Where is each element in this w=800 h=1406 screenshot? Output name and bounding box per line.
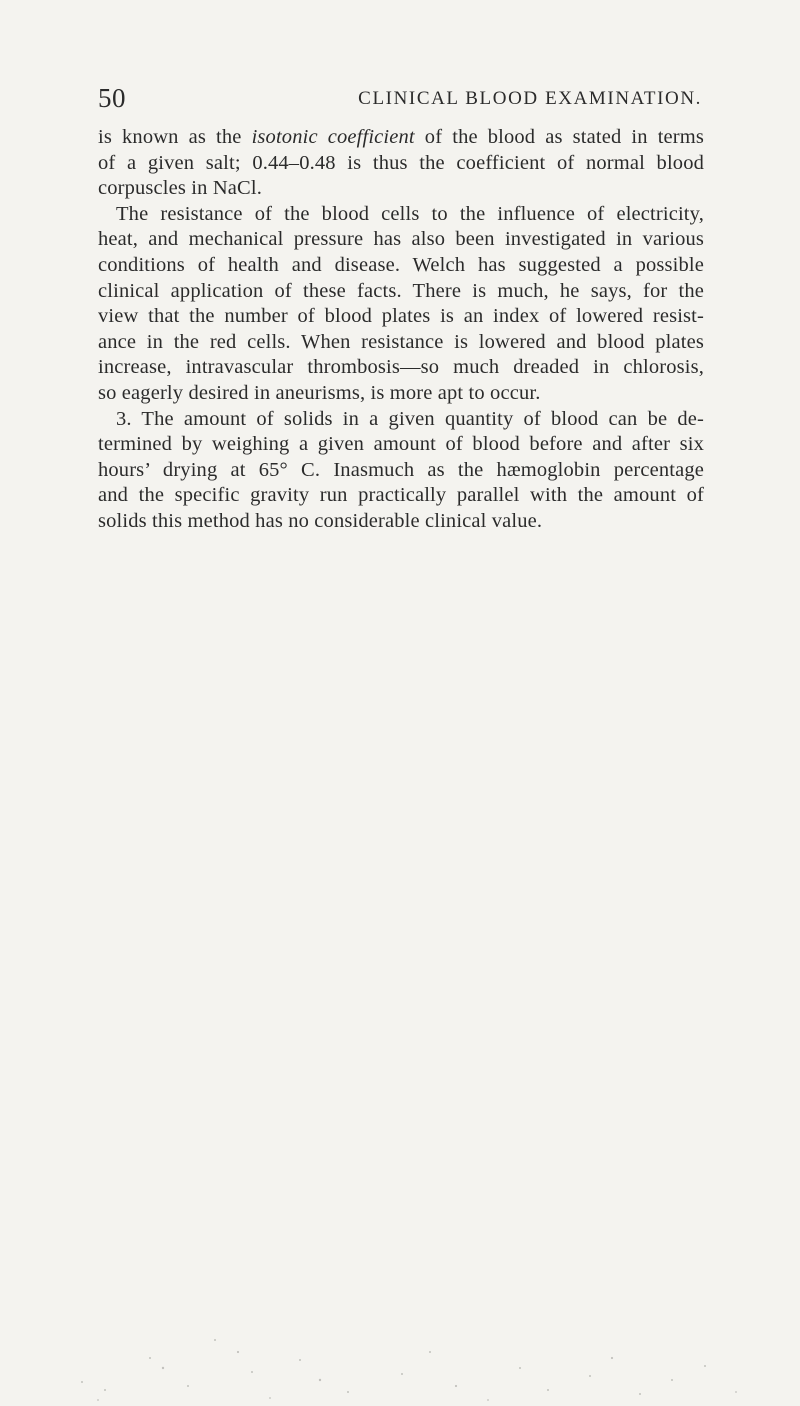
- text-line: solids this method has no considerable clinical value.: [98, 509, 543, 532]
- text-line: so eagerly desired in aneurisms, is more apt to occur.: [98, 381, 541, 404]
- running-head: [98, 82, 702, 118]
- text-line: heat, and mechanical pressure has also been investigated in various: [98, 228, 704, 251]
- text-line: conditions of health and disease. Welch has suggested a possible: [98, 253, 704, 276]
- text-line: [98, 125, 704, 151]
- text-line: ance in the red cells. When resistance is lowered and blood plates: [98, 330, 704, 353]
- paragraph-isotonic-coefficient: [98, 125, 704, 202]
- text-line: and the specific gravity run practically parallel with the amount of: [98, 484, 704, 507]
- page-number: 50: [98, 83, 126, 113]
- text-line: termined by weighing a given amount of blood before and after six: [98, 433, 704, 456]
- text-segment: of the blood as stated in terms: [414, 126, 705, 148]
- text-line: corpuscles in NaCl.: [98, 177, 262, 200]
- text-line: view that the number of blood plates is an index of lowered resist-: [98, 305, 704, 328]
- text-line: clinical application of these facts. There is much, he says, for the: [98, 279, 704, 302]
- body-text: [98, 125, 704, 535]
- running-title: CLINICAL BLOOD EXAMINATION.: [358, 88, 702, 109]
- paragraph-resistance: [98, 202, 704, 407]
- text-line: The resistance of the blood cells to the influence of electricity,: [116, 202, 704, 225]
- text-line: of a given salt; 0.44–0.48 is thus the coefficient of normal blood: [98, 151, 704, 174]
- text-line: 3. The amount of solids in a given quantity of blood can be de-: [116, 407, 704, 430]
- text-segment: is known as the: [98, 126, 252, 148]
- emphasized-term: isotonic coefficient: [251, 126, 415, 148]
- paper-specks: [0, 1240, 800, 1406]
- paragraph-solids: [98, 407, 704, 535]
- text-line: increase, intravascular thrombosis—so much dreaded in chlorosis,: [98, 356, 704, 379]
- text-line: hours’ drying at 65° C. Inasmuch as the hæmoglobin percentage: [98, 458, 704, 481]
